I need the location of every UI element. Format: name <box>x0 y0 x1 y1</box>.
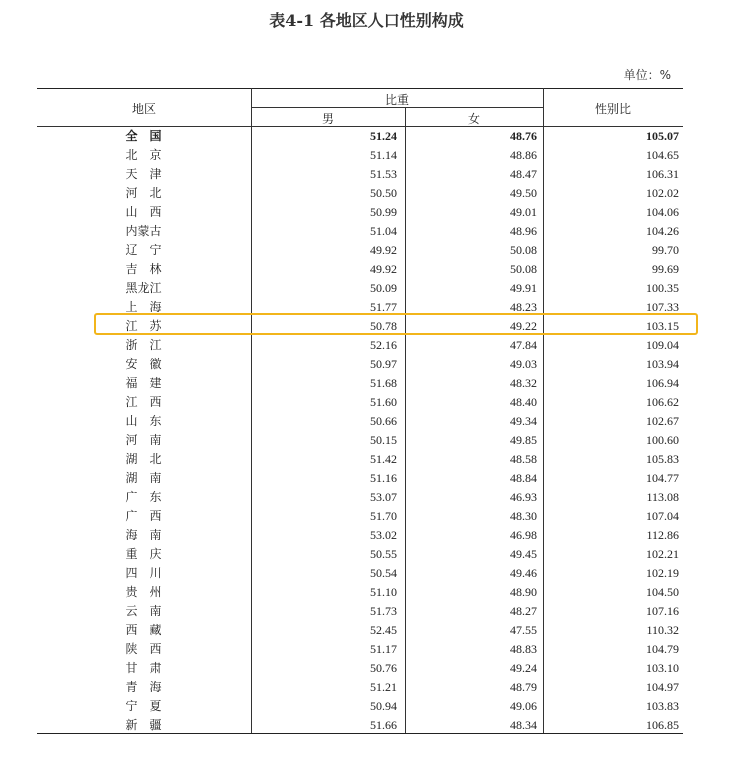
female-cell: 48.86 <box>510 148 537 162</box>
female-cell: 49.46 <box>510 566 537 580</box>
region-cell: 宁 夏 <box>125 699 162 713</box>
male-cell: 51.68 <box>370 376 397 390</box>
female-cell: 49.34 <box>510 414 537 428</box>
region-cell: 江 苏 <box>125 319 162 333</box>
female-cell: 49.01 <box>510 205 537 219</box>
region-cell: 云 南 <box>125 604 162 618</box>
table-row <box>37 203 683 222</box>
table-row <box>37 678 683 697</box>
region-cell: 陕 西 <box>125 642 162 656</box>
sex-ratio-cell: 102.02 <box>646 186 679 200</box>
table-row <box>37 431 683 450</box>
highlight-box <box>94 313 698 335</box>
sex-ratio-cell: 102.67 <box>646 414 679 428</box>
region-cell: 甘 肃 <box>125 661 162 675</box>
sex-ratio-cell: 106.85 <box>646 718 679 732</box>
male-cell: 51.16 <box>370 471 397 485</box>
region-cell: 江 西 <box>125 395 162 409</box>
male-cell: 51.17 <box>370 642 397 656</box>
sex-ratio-cell: 104.06 <box>646 205 679 219</box>
table-row <box>37 545 683 564</box>
male-cell: 50.15 <box>370 433 397 447</box>
female-cell: 48.30 <box>510 509 537 523</box>
sex-ratio-cell: 107.33 <box>646 300 679 314</box>
table-row <box>37 336 683 355</box>
sex-ratio-cell: 103.83 <box>646 699 679 713</box>
top-rule <box>37 88 683 89</box>
sex-ratio-cell: 106.62 <box>646 395 679 409</box>
region-cell: 广 东 <box>125 490 162 504</box>
sex-ratio-cell: 102.19 <box>646 566 679 580</box>
table-row <box>37 260 683 279</box>
sex-ratio-cell: 104.79 <box>646 642 679 656</box>
male-cell: 51.70 <box>370 509 397 523</box>
male-cell: 51.53 <box>370 167 397 181</box>
table-row <box>37 526 683 545</box>
sex-ratio-cell: 104.97 <box>646 680 679 694</box>
female-cell: 49.22 <box>510 319 537 333</box>
table-row <box>37 469 683 488</box>
table-row <box>37 184 683 203</box>
male-cell: 51.24 <box>370 129 397 143</box>
region-cell: 青 海 <box>125 680 162 694</box>
male-cell: 51.42 <box>370 452 397 466</box>
sex-ratio-cell: 107.16 <box>646 604 679 618</box>
female-cell: 48.83 <box>510 642 537 656</box>
male-cell: 50.97 <box>370 357 397 371</box>
sex-ratio-cell: 100.35 <box>646 281 679 295</box>
region-cell: 河 北 <box>125 186 162 200</box>
region-cell: 四 川 <box>125 566 162 580</box>
female-cell: 48.84 <box>510 471 537 485</box>
region-cell: 黑龙江 <box>125 281 162 295</box>
female-cell: 47.84 <box>510 338 537 352</box>
female-cell: 49.91 <box>510 281 537 295</box>
male-cell: 50.76 <box>370 661 397 675</box>
male-cell: 53.02 <box>370 528 397 542</box>
table-row <box>37 507 683 526</box>
male-cell: 51.73 <box>370 604 397 618</box>
male-cell: 49.92 <box>370 262 397 276</box>
female-cell: 48.96 <box>510 224 537 238</box>
female-cell: 48.23 <box>510 300 537 314</box>
region-cell: 湖 北 <box>125 452 162 466</box>
sex-ratio-cell: 104.65 <box>646 148 679 162</box>
female-cell: 48.58 <box>510 452 537 466</box>
female-cell: 48.76 <box>510 129 537 143</box>
sex-ratio-cell: 105.07 <box>646 129 679 143</box>
female-cell: 47.55 <box>510 623 537 637</box>
header-sex-ratio: 性别比 <box>594 102 631 116</box>
region-cell: 广 西 <box>125 509 162 523</box>
table-row <box>37 279 683 298</box>
table-row <box>37 412 683 431</box>
region-cell: 山 西 <box>125 205 162 219</box>
region-cell: 安 徽 <box>125 357 162 371</box>
female-cell: 48.32 <box>510 376 537 390</box>
male-cell: 50.09 <box>370 281 397 295</box>
table-row <box>37 450 683 469</box>
header-male: 男 <box>321 112 334 126</box>
table-row <box>37 640 683 659</box>
male-cell: 52.45 <box>370 623 397 637</box>
sex-ratio-cell: 99.69 <box>652 262 679 276</box>
region-cell: 湖 南 <box>125 471 162 485</box>
male-cell: 51.14 <box>370 148 397 162</box>
table-row <box>37 659 683 678</box>
sex-ratio-cell: 103.94 <box>646 357 679 371</box>
male-cell: 49.92 <box>370 243 397 257</box>
region-cell: 山 东 <box>125 414 162 428</box>
sex-ratio-cell: 104.77 <box>646 471 679 485</box>
region-cell: 贵 州 <box>125 585 162 599</box>
header-region: 地区 <box>131 102 156 116</box>
sex-ratio-cell: 102.21 <box>646 547 679 561</box>
male-cell: 50.55 <box>370 547 397 561</box>
region-cell: 全 国 <box>125 129 162 143</box>
region-cell: 北 京 <box>125 148 162 162</box>
female-cell: 48.90 <box>510 585 537 599</box>
region-cell: 重 庆 <box>125 547 162 561</box>
sex-ratio-cell: 110.32 <box>646 623 679 637</box>
male-cell: 50.66 <box>370 414 397 428</box>
header-female: 女 <box>467 112 480 126</box>
table-row <box>37 241 683 260</box>
sex-ratio-cell: 103.15 <box>646 319 679 333</box>
female-cell: 49.45 <box>510 547 537 561</box>
table-row <box>37 697 683 716</box>
male-cell: 51.21 <box>370 680 397 694</box>
region-cell: 上 海 <box>125 300 162 314</box>
male-cell: 51.60 <box>370 395 397 409</box>
region-cell: 西 藏 <box>125 623 162 637</box>
male-cell: 50.99 <box>370 205 397 219</box>
male-cell: 51.10 <box>370 585 397 599</box>
female-cell: 49.06 <box>510 699 537 713</box>
sex-ratio-cell: 104.26 <box>646 224 679 238</box>
male-cell: 50.54 <box>370 566 397 580</box>
female-cell: 46.93 <box>510 490 537 504</box>
table-row <box>37 165 683 184</box>
table-title: 表4-1 各地区人口性别构成 <box>269 11 464 30</box>
female-cell: 48.47 <box>510 167 537 181</box>
female-cell: 49.50 <box>510 186 537 200</box>
male-cell: 52.16 <box>370 338 397 352</box>
male-cell: 53.07 <box>370 490 397 504</box>
region-cell: 吉 林 <box>125 262 162 276</box>
female-cell: 49.24 <box>510 661 537 675</box>
male-cell: 50.50 <box>370 186 397 200</box>
table-row <box>37 564 683 583</box>
male-cell: 50.78 <box>370 319 397 333</box>
sex-ratio-cell: 106.94 <box>646 376 679 390</box>
female-cell: 50.08 <box>510 243 537 257</box>
sex-ratio-cell: 103.10 <box>646 661 679 675</box>
region-cell: 浙 江 <box>125 338 162 352</box>
sex-ratio-cell: 113.08 <box>646 490 679 504</box>
region-cell: 新 疆 <box>125 718 162 732</box>
table-row <box>37 602 683 621</box>
table-row <box>37 488 683 507</box>
female-cell: 48.34 <box>510 718 537 732</box>
region-cell: 内蒙古 <box>125 224 162 238</box>
male-cell: 51.66 <box>370 718 397 732</box>
male-cell: 50.94 <box>370 699 397 713</box>
region-cell: 河 南 <box>125 433 162 447</box>
sex-ratio-cell: 105.83 <box>646 452 679 466</box>
sex-ratio-cell: 106.31 <box>646 167 679 181</box>
female-cell: 50.08 <box>510 262 537 276</box>
sex-ratio-cell: 99.70 <box>652 243 679 257</box>
female-cell: 49.85 <box>510 433 537 447</box>
sex-ratio-cell: 107.04 <box>646 509 679 523</box>
table-row <box>37 716 683 735</box>
region-cell: 福 建 <box>125 376 162 390</box>
header-proportion: 比重 <box>384 93 409 107</box>
female-cell: 49.03 <box>510 357 537 371</box>
table-row <box>37 393 683 412</box>
sex-ratio-cell: 100.60 <box>646 433 679 447</box>
table-row <box>37 146 683 165</box>
table-row <box>37 127 683 146</box>
region-cell: 海 南 <box>125 528 162 542</box>
region-cell: 辽 宁 <box>125 243 162 257</box>
table-row <box>37 374 683 393</box>
table-row <box>37 355 683 374</box>
male-cell: 51.77 <box>370 300 397 314</box>
sex-ratio-cell: 104.50 <box>646 585 679 599</box>
region-cell: 天 津 <box>125 167 162 181</box>
female-cell: 48.40 <box>510 395 537 409</box>
female-cell: 46.98 <box>510 528 537 542</box>
table-row <box>37 222 683 241</box>
male-cell: 51.04 <box>370 224 397 238</box>
unit-label: 单位：% <box>623 68 671 82</box>
female-cell: 48.79 <box>510 680 537 694</box>
table-row <box>37 583 683 602</box>
sex-ratio-cell: 109.04 <box>646 338 679 352</box>
table-row <box>37 621 683 640</box>
female-cell: 48.27 <box>510 604 537 618</box>
sex-ratio-cell: 112.86 <box>646 528 679 542</box>
